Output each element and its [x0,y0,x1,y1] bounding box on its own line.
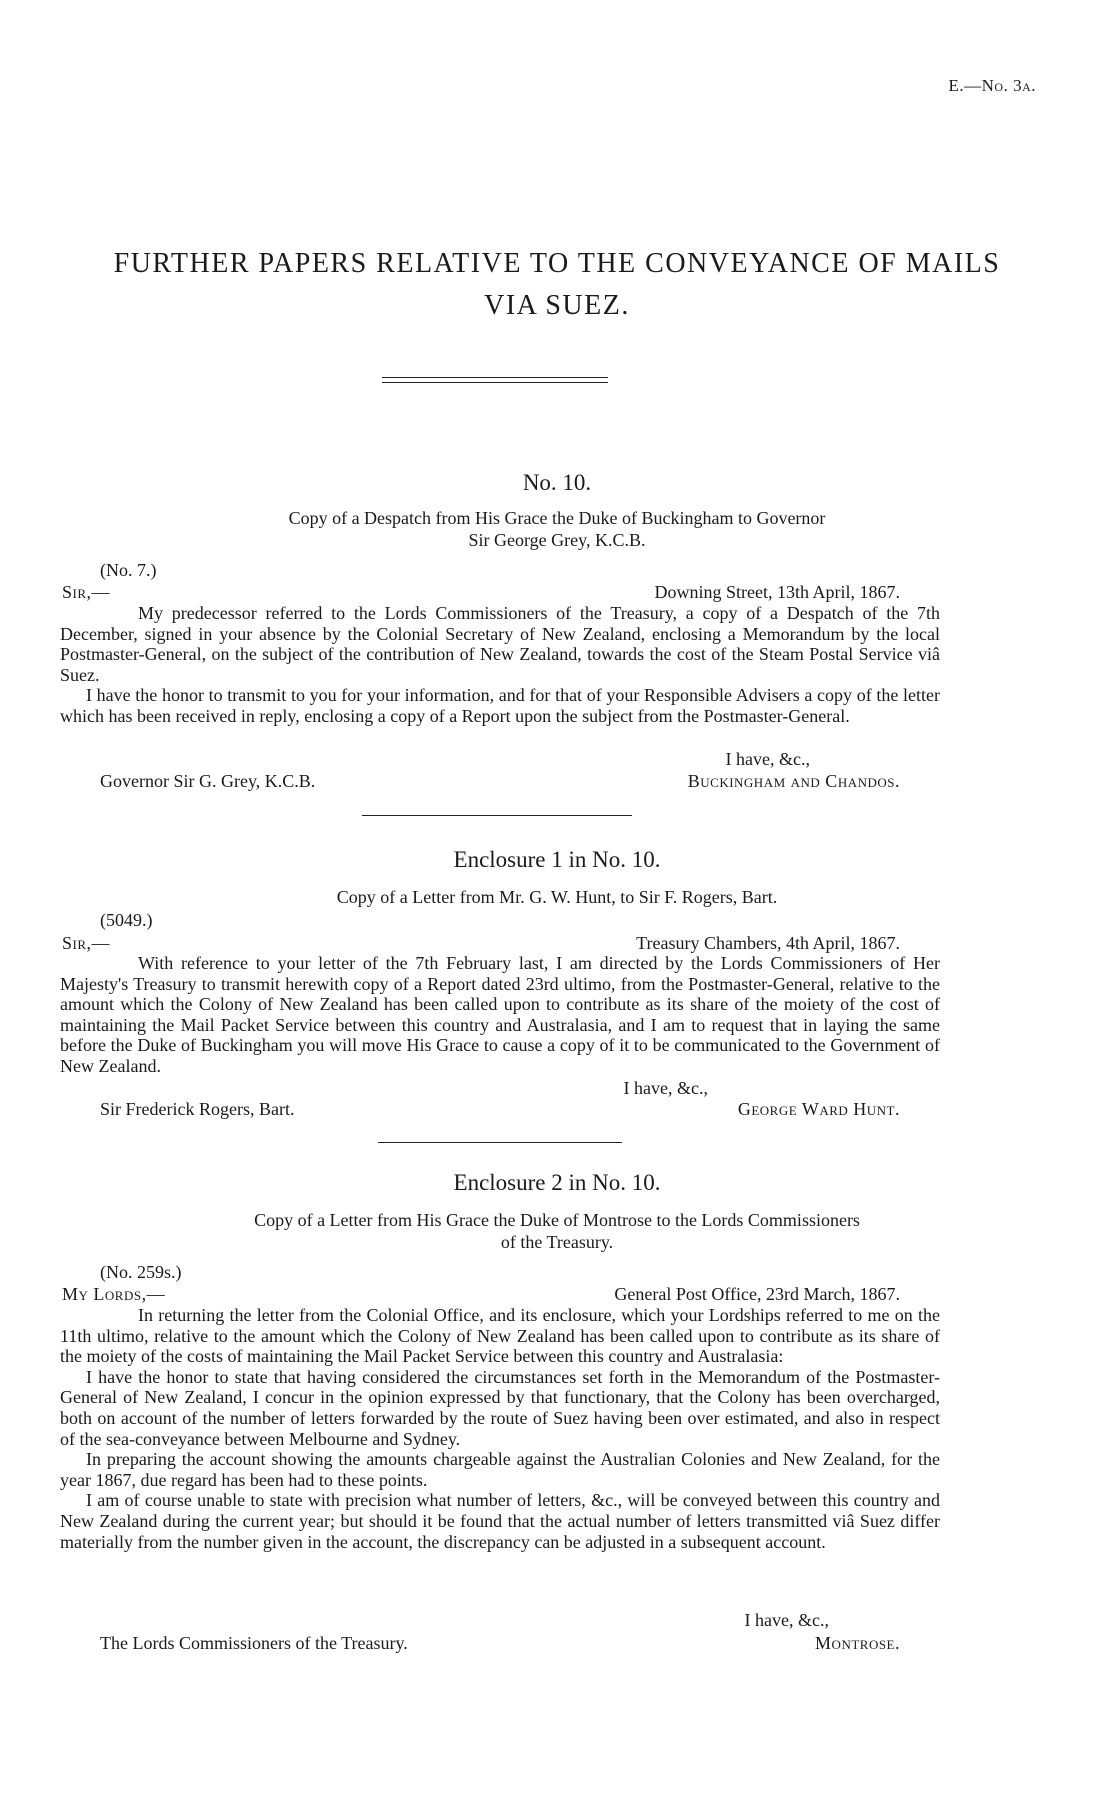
reference-number: (5049.) [100,910,153,930]
section-divider [378,1142,622,1143]
salutation: My Lords,— [62,1284,166,1304]
closing: I have, &c., [623,1078,708,1098]
section-subtitle-line-1: Copy of a Letter from His Grace the Duke of Montrose to the Lords Commissioners [254,1210,860,1230]
signature: George Ward Hunt. [737,1099,900,1119]
section-heading: No. 10. [522,470,592,495]
reference-number: (No. 7.) [100,560,157,580]
section-subtitle-line-2: of the Treasury. [500,1232,614,1252]
paragraph: With reference to your letter of the 7th February last, I am directed by the Lords Commissioners of Her Majesty's Treasury to transmit herewith copy of a Report dated 23rd ultimo, from the Postmaster-General, relative to the amount which the Colony of New Zealand has been called upon to contribute as its share of the moiety of the cost of maintaining the Mail Packet Service between this country and Australasia, and I am to request that in laying the same before the Duke of Buckingham you will move His Grace to cause a copy of it to be communicated to the Government of New Zealand. [60,953,940,1076]
paragraph: In preparing the account showing the amounts chargeable against the Australian Colonies and New Zealand, for the year 1867, due regard has been had to these points. [60,1449,940,1490]
document-title-line-2: VIA SUEZ. [484,290,630,321]
document-title-line-1: FURTHER PAPERS RELATIVE TO THE CONVEYANCE OF MAILS [113,248,1001,279]
paragraph: I have the honor to transmit to you for your information, and for that of your Responsible Advisers a copy of the letter which has been received in reply, enclosing a copy of a Report upon the subject from the Postmaster-General. [60,685,940,726]
reference-number: (No. 259s.) [100,1262,182,1282]
signature: Buckingham and Chandos. [687,771,900,791]
title-rule-top [382,377,608,378]
salutation: Sir,— [62,933,111,953]
addressee: Sir Frederick Rogers, Bart. [100,1099,295,1119]
letter-body [60,1305,940,1552]
paragraph: I am of course unable to state with precision what number of letters, &c., will be conveyed between this country and New Zealand during the current year; but should it be found that the actual number of letters transmitted viâ Suez differ materially from the number given in the account, the discrepancy can be adjusted in a subsequent account. [60,1490,940,1552]
signature: Montrose. [815,1633,900,1653]
section-heading: Enclosure 1 in No. 10. [453,847,661,872]
section-heading: Enclosure 2 in No. 10. [453,1170,661,1195]
closing: I have, &c., [744,1610,829,1630]
section-divider [362,815,632,816]
section-subtitle: Copy of a Letter from Mr. G. W. Hunt, to Sir F. Rogers, Bart. [336,887,778,907]
paragraph: My predecessor referred to the Lords Commissioners of the Treasury, a copy of a Despatch of the 7th December, signed in your absence by the Colonial Secretary of New Zealand, enclosing a Memorandum by the local Postmaster-General, on the subject of the contribution of New Zealand, towards the cost of the Steam Postal Service viâ Suez. [60,603,940,685]
paragraph: I have the honor to state that having considered the circumstances set forth in the Memorandum of the Postmaster-General of New Zealand, I concur in the opinion expressed by that functionary, that the Colony has been overcharged, both on account of the number of letters forwarded by the route of Suez having been over estimated, and also in respect of the sea-conveyance between Melbourne and Sydney. [60,1366,940,1449]
closing: I have, &c., [725,749,810,769]
page-code: E.—No. 3a. [948,76,1036,95]
paragraph: In returning the letter from the Colonial Office, and its enclosure, which your Lordships referred to me on the 11th ultimo, relative to the amount which the Colony of New Zealand has been called upon to contribute as its share of the moiety of the costs of maintaining the Mail Packet Service between this country and Australasia: [60,1305,940,1367]
place-date: General Post Office, 23rd March, 1867. [614,1284,900,1304]
place-date: Downing Street, 13th April, 1867. [654,582,900,602]
place-date: Treasury Chambers, 4th April, 1867. [636,933,900,953]
letter-body [60,953,940,1077]
title-rule-bottom [382,382,608,383]
section-subtitle-line-1: Copy of a Despatch from His Grace the Duke of Buckingham to Governor [288,508,826,528]
letter-body [60,603,940,727]
addressee: Governor Sir G. Grey, K.C.B. [100,771,316,791]
addressee: The Lords Commissioners of the Treasury. [100,1633,408,1653]
salutation: Sir,— [62,582,111,602]
section-subtitle-line-2: Sir George Grey, K.C.B. [468,530,646,550]
